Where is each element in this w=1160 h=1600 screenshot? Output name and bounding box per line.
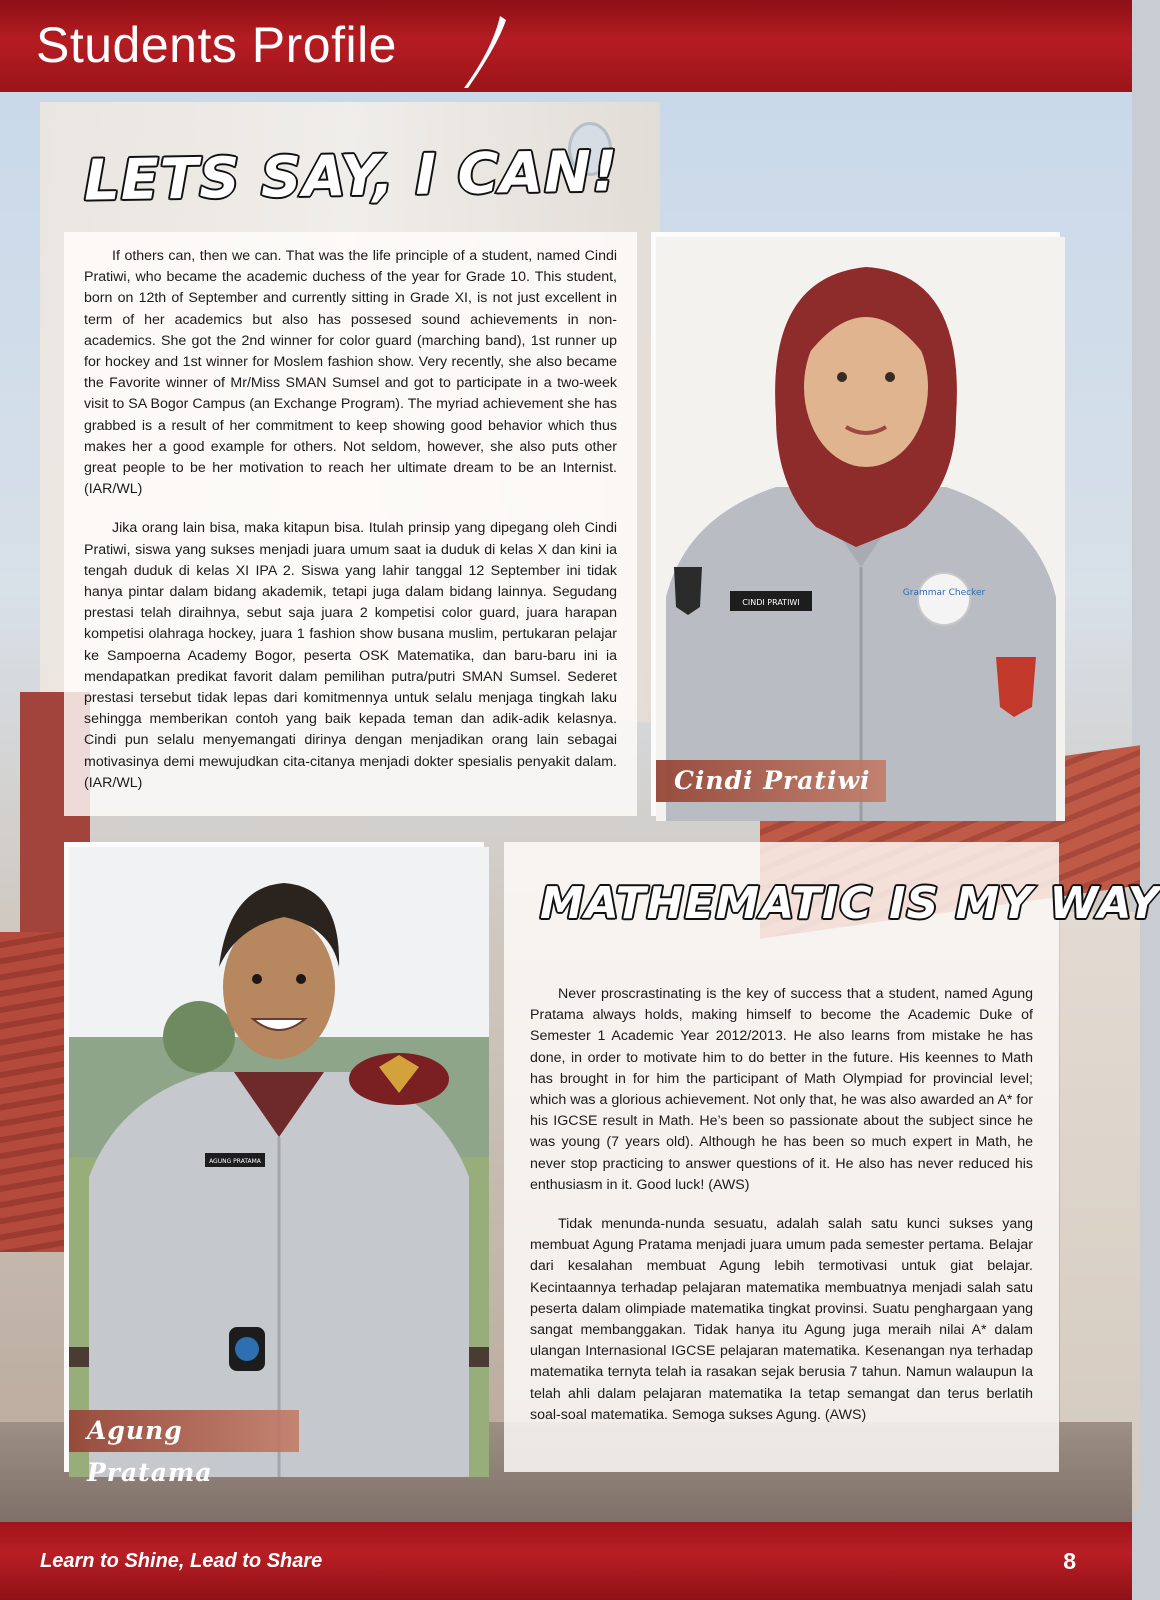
page-footer (0, 1522, 1132, 1600)
headline-lets-say-i-can: LETS SAY, I CAN! (83, 139, 619, 214)
cindi-pratiwi-photo (651, 232, 1060, 816)
page-header (0, 0, 1132, 92)
agung-name-tag: AGUNG PRATAMA (209, 1158, 261, 1165)
agung-photo-caption: Agung Pratama (69, 1410, 299, 1452)
article-1-paragraph-indonesian: Jika orang lain bisa, maka kitapun bisa. Itulah prinsip yang dipegang oleh Cindi Pratiwi, siswa yang sukses menjadi juara umum saat ia duduk di kelas X dan kini ia tengah duduk di kelas XI IPA 2. Siswa yang lahir tanggal 12 September ini tidak hanya pintar dalam bidang akademik, tetapi juga dalam bidang lainnya. Segudang prestasi telah diraihnya, sebut saja juara 2 kompetisi color guard, juara harapan kompetisi olahraga hockey, juara 1 fashion show busana muslim, pertukaran pelajar ke Sampoerna Academy Bogor, peserta OSK Matematika, dan baru-baru ini ia mendapatkan predikat favorit dalam pemilihan putra/putri SMAN Sumsel. Sederet prestasi tersebut tidak lepas dari komitmennya untuk selalu menjaga tingkah laku sehingga memberikan contoh yang baik kepada teman dan adik-adik kelasnya. Cindi pun selalu menyemangati dirinya dengan menjadikan orang lain sebagai motivasinya demi mewujudkan cita-citanya menjadi dokter spesialis penyakit dalam. (IAR/WL) (84, 520, 617, 791)
article-2-paragraph-indonesian: Tidak menunda-nunda sesuatu, adalah salah satu kunci sukses yang membuat Agung Pratama menjadi juara umum pada semester pertama. Belajar dari kesalahan membuat Agung lebih termotivasi untuk giat belajar. Kecintaannya terhadap pelajaran matematika membuatnya menjadi salah satu peserta dalam olimpiade matematika tingkat provinsi. Suatu penghargaan yang sangat membanggakan. Tidak hanya itu Agung juga meraih nilai A* dalam ulangan Internasional IGCSE pelajaran matematika. Kesenangan nya terhadap matematika ternyta telah ia rasakan sejak berusia 7 tahun. Namun walaupun Ia telah ahli dalam pelajaran matematika Ia tetap semangat dan terus berlatih soal-soal matematika. Semoga sukses Agung. (AWS) (530, 1216, 1033, 1423)
grammar-checker-badge: Grammar Checker (902, 588, 986, 598)
article-1-text-panel (64, 232, 637, 816)
cindi-name-tag: CINDI PRATIWI (742, 598, 800, 607)
quill-icon (456, 14, 516, 90)
article-2-text-panel (504, 842, 1059, 1472)
agung-pratama-photo (64, 842, 484, 1487)
article-1-paragraph-english: If others can, then we can. That was the life principle of a student, named Cindi Pratiwi, who became the academic duchess of the year for Grade 10. This student, born on 12th of September and currently sitting in Grade XI, is not just excellent in term of her academics but also has possesed sound achievements in non-academics. She got the 2nd winner for color guard (marching band), 1st runner up for hockey and 1st winner for Moslem fashion show. Very recently, she also became the Favorite winner of Mr/Miss SMAN Sumsel and got to participate in a two-week visit to SA Bogor Campus (an Exchange Program). The myriad achievement she has grabbed is a result of her commitment to keep showing good behavior which thus makes her a good example for others. Not seldom, however, she also puts other great people to be her motivation to reach her ultimate dream to be an Internist. (IAR/WL) (84, 248, 617, 498)
page-title: Students Profile (36, 17, 397, 73)
footer-tagline: Learn to Shine, Lead to Share (40, 1550, 323, 1572)
cindi-photo-caption: Cindi Pratiwi (656, 760, 886, 802)
headline-mathematic-is-my-way: MATHEMATIC IS MY WAY (540, 878, 1160, 929)
agung-portrait-illustration (69, 847, 489, 1477)
page-number: 8 (1063, 1548, 1076, 1574)
article-2-paragraph-english: Never proscrastinating is the key of success that a student, named Agung Pratama always holds, making himself to become the Academic Duke of Semester 1 Academic Year 2012/2013. He also learns from mistake he has done, in order to motivate him to do better in the future. His keennes to Math has brought in for him the participant of Math Olympiad for provincial level; which was a glorious achievement. Not only that, he was also awarded an A* for his IGCSE result in Math. He’s been so passionate about the subject since he was young (7 years old). Although he has been so much expert in Math, he never stop practicing to answer questions of it. He also has never reduced his enthusiasm in it. Good luck! (AWS) (530, 986, 1033, 1193)
cindi-portrait-illustration (656, 237, 1065, 821)
